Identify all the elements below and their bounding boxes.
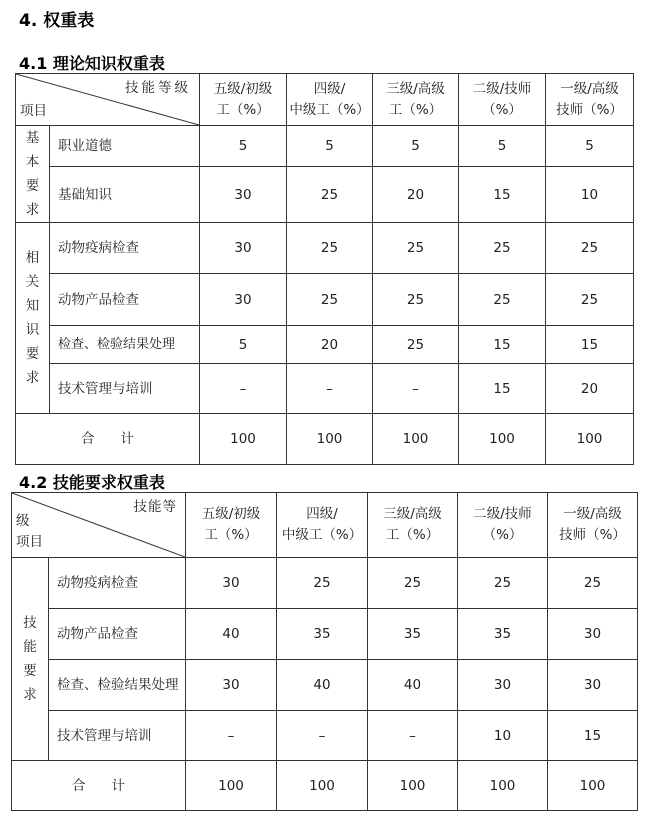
value-cell: 30: [200, 167, 287, 223]
value-cell: 25: [546, 274, 634, 326]
category-cell: 相关知识要求: [16, 223, 50, 414]
value-cell: 5: [373, 126, 459, 167]
value-cell: 10: [546, 167, 634, 223]
corner-item-label: 项目: [20, 103, 47, 119]
value-cell: 25: [546, 223, 634, 274]
value-cell: 35: [458, 609, 548, 660]
value-cell: 25: [287, 167, 373, 223]
value-cell: 15: [459, 364, 546, 414]
level-header: 二级/技师 （%）: [459, 74, 546, 126]
item-cell: 职业道德: [50, 126, 200, 167]
item-cell: 动物疫病检查: [50, 223, 200, 274]
value-cell: 10: [458, 711, 548, 761]
value-cell: –: [373, 364, 459, 414]
total-row: [16, 414, 634, 465]
total-value-cell: 100: [458, 761, 548, 811]
total-value-cell: 100: [548, 761, 638, 811]
corner-header-cell: [16, 74, 200, 126]
total-row: [12, 761, 638, 811]
corner-item-label: 级 项目: [16, 513, 43, 550]
table-row: [16, 364, 634, 414]
value-cell: 40: [277, 660, 368, 711]
value-cell: 25: [287, 274, 373, 326]
total-value-cell: 100: [546, 414, 634, 465]
value-cell: 20: [373, 167, 459, 223]
total-value-cell: 100: [277, 761, 368, 811]
value-cell: 25: [373, 274, 459, 326]
category-cell: 基本要求: [16, 126, 50, 223]
level-header: 三级/高级 工（%）: [368, 493, 458, 558]
value-cell: 35: [277, 609, 368, 660]
value-cell: –: [368, 711, 458, 761]
theory-weight-table: [15, 73, 634, 465]
item-cell: 动物疫病检查: [49, 558, 186, 609]
level-header: 四级/ 中级工（%）: [277, 493, 368, 558]
value-cell: 25: [458, 558, 548, 609]
value-cell: 30: [548, 660, 638, 711]
header-row: [12, 493, 638, 558]
level-header: 一级/高级 技师（%）: [546, 74, 634, 126]
total-value-cell: 100: [200, 414, 287, 465]
level-header: 二级/技师 （%）: [458, 493, 548, 558]
table-row: [16, 223, 634, 274]
total-value-cell: 100: [459, 414, 546, 465]
level-header: 四级/ 中级工（%）: [287, 74, 373, 126]
value-cell: 30: [186, 660, 277, 711]
item-cell: 检查、检验结果处理: [49, 660, 186, 711]
value-cell: 30: [186, 558, 277, 609]
item-cell: 动物产品检查: [49, 609, 186, 660]
header-row: [16, 74, 634, 126]
table-row: [16, 274, 634, 326]
value-cell: 30: [548, 609, 638, 660]
section-heading-theory: 4.1 理论知识权重表: [19, 54, 165, 73]
value-cell: 25: [459, 223, 546, 274]
page-heading: 4. 权重表: [19, 11, 95, 31]
value-cell: 25: [373, 326, 459, 364]
table-row: [12, 711, 638, 761]
value-cell: 25: [548, 558, 638, 609]
level-header: 一级/高级 技师（%）: [548, 493, 638, 558]
value-cell: 30: [458, 660, 548, 711]
value-cell: 5: [546, 126, 634, 167]
value-cell: 30: [200, 274, 287, 326]
level-header: 五级/初级 工（%）: [186, 493, 277, 558]
value-cell: 25: [368, 558, 458, 609]
value-cell: 25: [373, 223, 459, 274]
corner-skill-level-label: 技能等级: [125, 80, 191, 96]
table-row: [12, 558, 638, 609]
section-heading-skill: 4.2 技能要求权重表: [19, 473, 165, 492]
corner-skill-level-label: 技能等: [133, 499, 177, 515]
value-cell: 5: [200, 126, 287, 167]
value-cell: –: [186, 711, 277, 761]
total-label-cell: 合 计: [16, 414, 200, 465]
item-cell: 动物产品检查: [50, 274, 200, 326]
level-header: 三级/高级 工（%）: [373, 74, 459, 126]
table-row: [12, 660, 638, 711]
value-cell: 5: [287, 126, 373, 167]
value-cell: 20: [546, 364, 634, 414]
total-value-cell: 100: [287, 414, 373, 465]
item-cell: 技术管理与培训: [49, 711, 186, 761]
item-cell: 基础知识: [50, 167, 200, 223]
corner-header-cell: [12, 493, 186, 558]
value-cell: –: [200, 364, 287, 414]
value-cell: 25: [277, 558, 368, 609]
table-row: [16, 326, 634, 364]
value-cell: 40: [186, 609, 277, 660]
value-cell: 15: [459, 167, 546, 223]
table-row: [12, 609, 638, 660]
value-cell: 30: [200, 223, 287, 274]
total-value-cell: 100: [368, 761, 458, 811]
value-cell: 20: [287, 326, 373, 364]
value-cell: 15: [546, 326, 634, 364]
total-value-cell: 100: [373, 414, 459, 465]
value-cell: 15: [548, 711, 638, 761]
total-label-cell: 合 计: [12, 761, 186, 811]
table-row: [16, 126, 634, 167]
value-cell: 15: [459, 326, 546, 364]
table-row: [16, 167, 634, 223]
value-cell: –: [277, 711, 368, 761]
value-cell: 5: [200, 326, 287, 364]
item-cell: 检查、检验结果处理: [50, 326, 200, 364]
value-cell: 5: [459, 126, 546, 167]
value-cell: 40: [368, 660, 458, 711]
category-cell: 技能要求: [12, 558, 49, 761]
value-cell: 35: [368, 609, 458, 660]
skill-weight-table: [11, 492, 638, 811]
item-cell: 技术管理与培训: [50, 364, 200, 414]
total-value-cell: 100: [186, 761, 277, 811]
value-cell: 25: [459, 274, 546, 326]
value-cell: –: [287, 364, 373, 414]
level-header: 五级/初级 工（%）: [200, 74, 287, 126]
value-cell: 25: [287, 223, 373, 274]
